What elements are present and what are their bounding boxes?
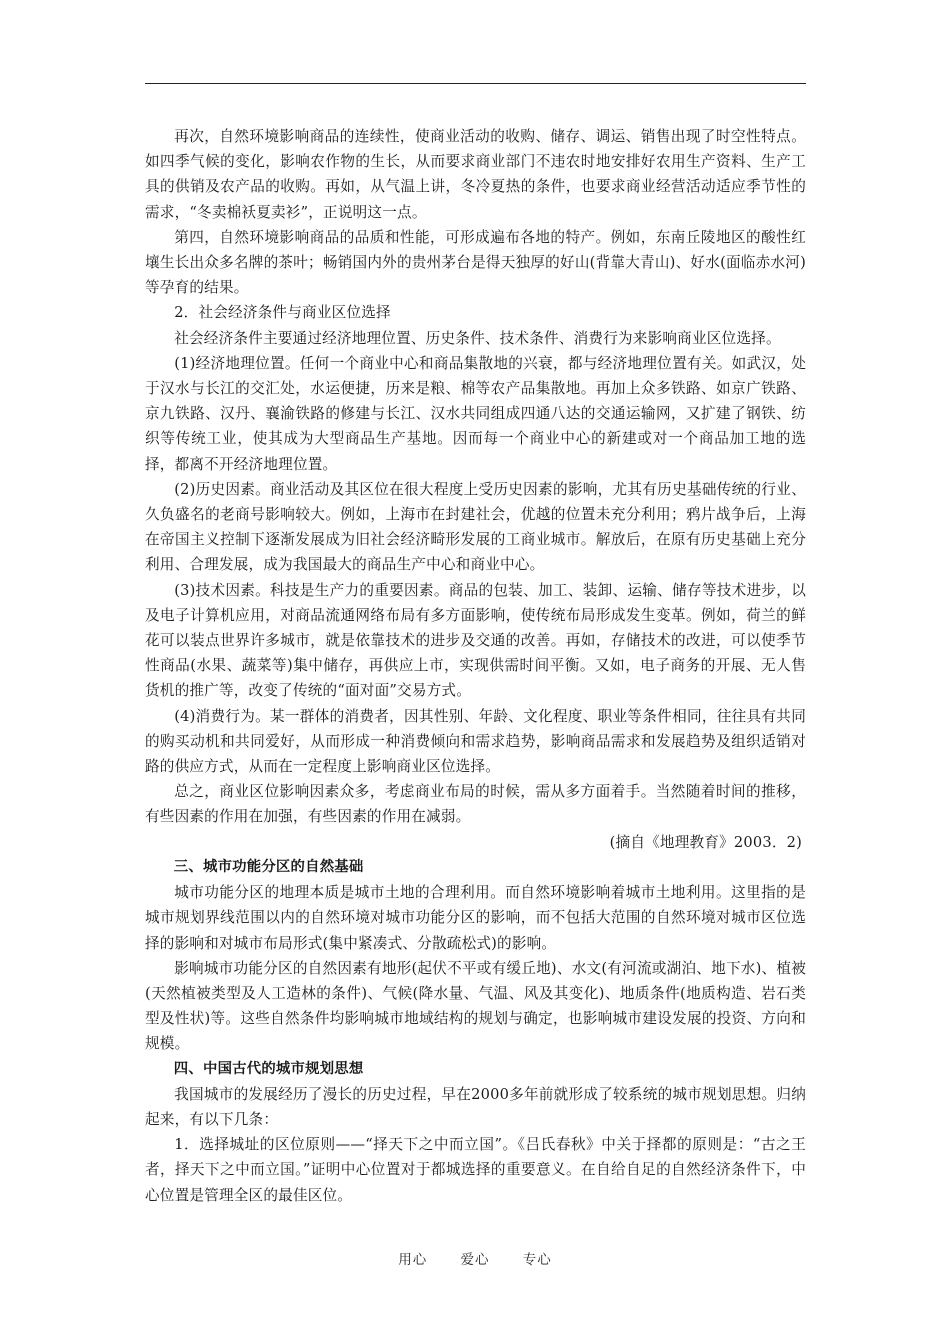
subheading: 2．社会经济条件与商业区位选择 [174, 304, 391, 322]
paragraph: (1)经济地理位置。任何一个商业中心和商品集散地的兴衰，都与经济地理位置有关。如武汉，处于汉水与长江的交汇处，水运便捷，历来是粮、棉等农产品集散地。再加上众多铁路、如京广铁路、京九铁路、汉丹、襄渝铁路的修建与长江、汉水共同组成四通八达的交通运输网，又扩建了钢铁、纺织等传统工业，使其成为大型商品生产基地。因而每一个商业中心的新建或对一个商品加工地的选择，都离不开经济地理位置。 [145, 354, 806, 473]
paragraph: 再次，自然环境影响商品的连续性，使商业活动的收购、储存、调运、销售出现了时空性特点。如四季气候的变化，影响农作物的生长，从而要求商业部门不违农时地安排好农用生产资料、生产工具的供销及农产品的收购。再如，从气温上讲，冬冷夏热的条件，也要求商业经营活动适应季节性的需求，“冬卖棉袄夏卖衫”，正说明这一点。 [145, 128, 806, 221]
paragraph: 社会经济条件主要通过经济地理位置、历史条件、技术条件、消费行为来影响商业区位选择。 [174, 329, 781, 347]
paragraph: 第四，自然环境影响商品的品质和性能，可形成遍布各地的特产。例如，东南丘陵地区的酸性红壤生长出众多名牌的茶叶；畅销国内外的贵州茅台是得天独厚的好山(背靠大青山)、好水(面临赤水河)等孕育的结果。 [145, 228, 806, 297]
paragraph: (4)消费行为。某一群体的消费者，因其性别、年龄、文化程度、职业等条件相同，往往具有共同的购买动机和共同爱好，从而形成一种消费倾向和需求趋势，影响商品需求和发展趋势及组织适销对路的供应方式，从而在一定程度上影响商业区位选择。 [145, 707, 806, 776]
footer-item: 专心 [522, 1252, 552, 1268]
paragraph: (3)技术因素。科技是生产力的重要因素。商品的包装、加工、装卸、运输、储存等技术进步，以及电子计算机应用，对商品流通网络布局有多方面影响，使传统布局形成发生变革。例如，荷兰的鲜花可以装点世界许多城市，就是依靠技术的进步及交通的改善。再如，存储技术的改进，可以使季节性商品(水果、蔬菜等)集中储存，再供应上市，实现供需时间平衡。又如，电子商务的开展、无人售货机的推广等，改变了传统的“面对面”交易方式。 [145, 581, 806, 700]
paragraph: (2)历史因素。商业活动及其区位在很大程度上受历史因素的影响，尤其有历史基础传统的行业、久负盛名的老商号影响较大。例如，上海市在封建社会，优越的位置未充分利用；鸦片战争后，上海在帝国主义控制下逐渐发展成为旧社会经济畸形发展的工商业城市。解放后，在原有历史基础上充分利用、合理发展，成为我国最大的商品生产中心和商业中心。 [145, 480, 806, 574]
document-body [145, 124, 806, 1208]
paragraph: 我国城市的发展经历了漫长的历史过程，早在2000多年前就形成了较系统的城市规划思想。归纳起来，有以下几条： [145, 1085, 806, 1128]
section-heading: 四、中国古代的城市规划思想 [173, 1060, 364, 1077]
page-footer [0, 1248, 950, 1268]
footer-item: 爱心 [460, 1252, 490, 1268]
paragraph: 城市功能分区的地理本质是城市土地的合理利用。而自然环境影响着城市土地利用。这里指的是城市规划界线范围以内的自然环境对城市功能分区的影响，而不包括大范围的自然环境对城市区位选择的影响和对城市布局形式(集中紧凑式、分散疏松式)的影响。 [145, 884, 806, 952]
paragraph: 影响城市功能分区的自然因素有地形(起伏不平或有缓丘地)、水文(有河流或湖泊、地下水)、植被(天然植被类型及人工造林的条件)、气候(降水量、气温、风及其变化)、地质条件(地质构造、岩石类型及性状)等。这些自然条件均影响城市地域结构的规划与确定，也影响城市建设发展的投资、方向和规模。 [145, 959, 806, 1053]
header-rule [145, 83, 806, 84]
section-heading: 三、城市功能分区的自然基础 [173, 858, 364, 875]
footer-item: 用心 [398, 1252, 428, 1268]
paragraph: 1．选择城址的区位原则——“择天下之中而立国”。《吕氏春秋》中关于择都的原则是：“古之王者，择天下之中而立国。”证明中心位置对于都城选择的重要意义。在自给自足的自然经济条件下，中心位置是管理全区的最佳区位。 [145, 1136, 806, 1204]
paragraph: 总之，商业区位影响因素众多，考虑商业布局的时候，需从多方面着手。当然随着时间的推移，有些因素的作用在加强，有些因素的作用在减弱。 [145, 783, 806, 826]
source-citation: (摘自《地理教育》2003．2) [609, 833, 802, 851]
